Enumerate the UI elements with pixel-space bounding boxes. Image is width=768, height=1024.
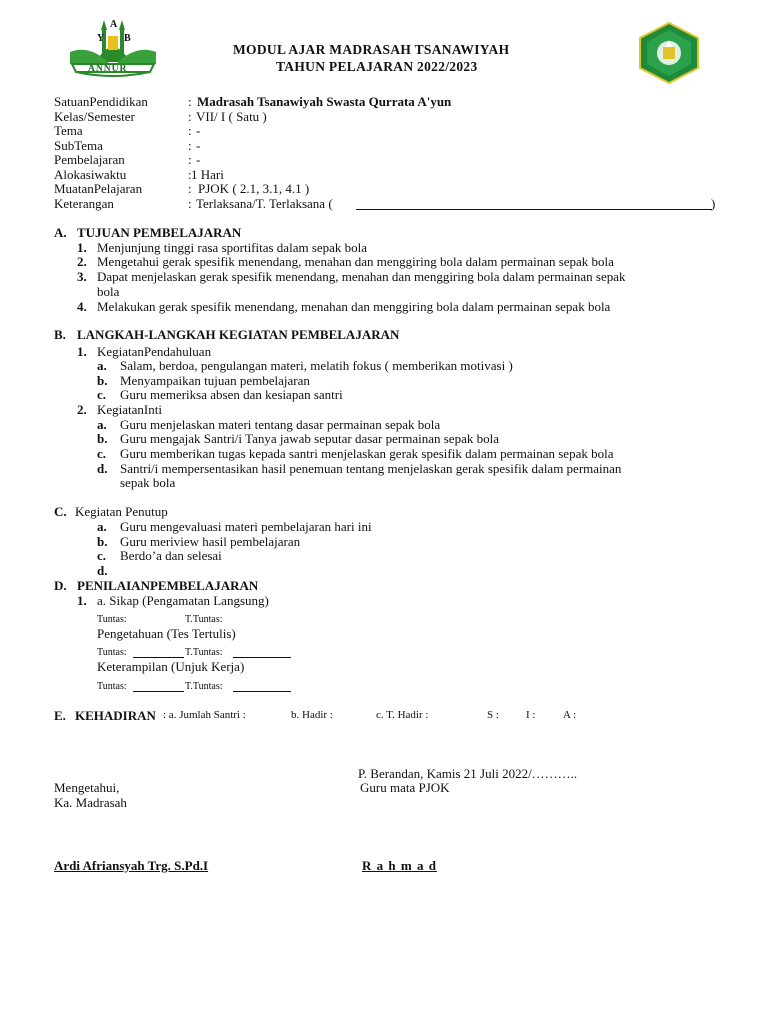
- list-item: Dapat menjelaskan gerak spesifik menendang, menahan dan menggiring bola dalam permainan sepak: [97, 269, 626, 284]
- list-item: Guru menjelaskan materi tentang dasar permainan sepak bola: [120, 417, 441, 432]
- list-letter: b.: [97, 373, 108, 388]
- tidak-hadir-label: c. T. Hadir :: [376, 709, 429, 721]
- list-letter: d.: [97, 563, 108, 578]
- identity-sep: :: [188, 123, 192, 138]
- sakit-label: S :: [487, 709, 499, 721]
- list-letter: c.: [97, 446, 107, 461]
- blank-line: [233, 657, 291, 658]
- keterangan-close: ): [711, 196, 716, 211]
- mengetahui-label: Mengetahui,: [54, 780, 120, 795]
- identity-label: MuatanPelajaran: [54, 181, 143, 196]
- list-number: 1.: [77, 240, 87, 255]
- guru-label: Guru mata PJOK: [360, 780, 450, 795]
- blank-line: [133, 691, 184, 692]
- list-item: Guru memeriksa absen dan kesiapan santri: [120, 387, 343, 402]
- identity-sep: :: [188, 167, 192, 182]
- list-letter: b.: [97, 534, 108, 549]
- section-d-title: PENILAIANPEMBELAJARAN: [77, 578, 259, 593]
- identity-sep: :: [188, 109, 192, 124]
- identity-sep: :: [188, 138, 192, 153]
- section-c-letter: C.: [54, 504, 67, 519]
- list-item: Santri/i mempersentasikan hasil penemuan tentang menjelaskan gerak spesifik dalam permainan: [120, 461, 622, 476]
- identity-value: PJOK ( 2.1, 3.1, 4.1 ): [198, 181, 310, 196]
- list-item: Guru mengevaluasi materi pembelajaran hari ini: [120, 519, 372, 534]
- jumlah-santri-label: : a. Jumlah Santri :: [163, 709, 246, 721]
- tuntas-label: Tuntas:: [97, 614, 127, 625]
- list-item: Mengetahui gerak spesifik menendang, menahan dan menggiring bola dalam permainan sepak bola: [97, 254, 614, 269]
- identity-label: Pembelajaran: [54, 152, 125, 167]
- list-item: Menyampaikan tujuan pembelajaran: [120, 373, 310, 388]
- identity-sep: :: [188, 94, 192, 109]
- kemenag-logo: [636, 22, 702, 84]
- kepala-madrasah-label: Ka. Madrasah: [54, 795, 127, 810]
- ttuntas-label: T.Tuntas:: [185, 614, 223, 625]
- identity-label: Alokasiwaktu: [54, 167, 127, 182]
- list-number: 4.: [77, 299, 87, 314]
- section-e-title: KEHADIRAN: [75, 708, 156, 723]
- list-item: Berdo’a dan selesai: [120, 548, 222, 563]
- identity-value: Terlaksana/T. Terlaksana (: [196, 196, 333, 211]
- list-item-continuation: bola: [97, 284, 120, 299]
- tuntas-label: Tuntas:: [97, 647, 127, 658]
- section-b-letter: B.: [54, 327, 66, 342]
- list-letter: c.: [97, 548, 107, 563]
- blank-line: [133, 657, 184, 658]
- place-date: P. Berandan, Kamis 21 Juli 2022/………..: [358, 766, 578, 781]
- subsection-title: KegiatanInti: [97, 402, 162, 417]
- ttuntas-label: T.Tuntas:: [185, 681, 223, 692]
- section-a-title: TUJUAN PEMBELAJARAN: [77, 225, 242, 240]
- list-letter: b.: [97, 431, 108, 446]
- list-item: Guru memberikan tugas kepada santri menjelaskan gerak spesifik dalam permainan sepak bola: [120, 446, 614, 461]
- teacher-name: R a h m a d: [362, 858, 437, 873]
- section-b-title: LANGKAH-LANGKAH KEGIATAN PEMBELAJARAN: [77, 327, 400, 342]
- list-letter: c.: [97, 387, 107, 402]
- identity-label: Tema: [54, 123, 83, 138]
- subsection-title: KegiatanPendahuluan: [97, 344, 212, 359]
- headmaster-name: Ardi Afriansyah Trg. S.Pd.I: [54, 858, 209, 873]
- identity-value: -: [196, 138, 201, 153]
- identity-value: Madrasah Tsanawiyah Swasta Qurrata A'yun: [197, 94, 452, 109]
- identity-label: Keterangan: [54, 196, 114, 211]
- list-number: 2.: [77, 402, 87, 417]
- section-c-title: Kegiatan Penutup: [75, 504, 168, 519]
- list-letter: d.: [97, 461, 108, 476]
- list-letter: a.: [97, 358, 107, 373]
- ttuntas-label: T.Tuntas:: [185, 647, 223, 658]
- identity-value: 1 Hari: [191, 167, 224, 182]
- identity-sep: :: [188, 152, 192, 167]
- logo-letter-b: B: [124, 33, 131, 44]
- hadir-label: b. Hadir :: [291, 709, 333, 721]
- identity-sep: :: [188, 196, 192, 211]
- section-e-letter: E.: [54, 708, 66, 723]
- izin-label: I :: [526, 709, 536, 721]
- identity-label: SatuanPendidikan: [54, 94, 148, 109]
- list-number: 1.: [77, 344, 87, 359]
- alpa-label: A :: [563, 709, 577, 721]
- list-item: Salam, berdoa, pengulangan materi, melatih fokus ( memberikan motivasi ): [120, 358, 513, 373]
- list-item: Melakukan gerak spesifik menendang, menahan dan menggiring bola dalam permainan sepak bola: [97, 299, 611, 314]
- document-title: MODUL AJAR MADRASAH TSANAWIYAH: [233, 42, 510, 57]
- logo-letter-a: A: [110, 19, 118, 30]
- list-item-continuation: sepak bola: [120, 475, 176, 490]
- sikap-label: a. Sikap (Pengamatan Langsung): [97, 593, 269, 608]
- identity-label: Kelas/Semester: [54, 109, 135, 124]
- identity-value: VII/ I ( Satu ): [196, 109, 267, 124]
- list-item: Menjunjung tinggi rasa sportifitas dalam sepak bola: [97, 240, 368, 255]
- list-number: 1.: [77, 593, 87, 608]
- list-letter: a.: [97, 519, 107, 534]
- pengetahuan-label: Pengetahuan (Tes Tertulis): [97, 626, 236, 641]
- blank-line: [233, 691, 291, 692]
- identity-value: -: [196, 152, 201, 167]
- identity-label: SubTema: [54, 138, 103, 153]
- section-d-letter: D.: [54, 578, 67, 593]
- identity-value: -: [196, 123, 201, 138]
- section-a-letter: A.: [54, 225, 67, 240]
- identity-sep: :: [188, 181, 192, 196]
- keterangan-blank-line: [356, 209, 712, 210]
- document-subtitle: TAHUN PELAJARAN 2022/2023: [276, 59, 478, 74]
- logo-letter-y: Y: [97, 33, 105, 44]
- list-number: 3.: [77, 269, 87, 284]
- list-item: Guru mengajak Santri/i Tanya jawab seputar dasar permainan sepak bola: [120, 431, 499, 446]
- list-item: Guru meriview hasil pembelajaran: [120, 534, 301, 549]
- keterampilan-label: Keterampilan (Unjuk Kerja): [97, 659, 245, 674]
- tuntas-label: Tuntas:: [97, 681, 127, 692]
- list-number: 2.: [77, 254, 87, 269]
- list-letter: a.: [97, 417, 107, 432]
- logo-name: ANNUR: [88, 64, 128, 74]
